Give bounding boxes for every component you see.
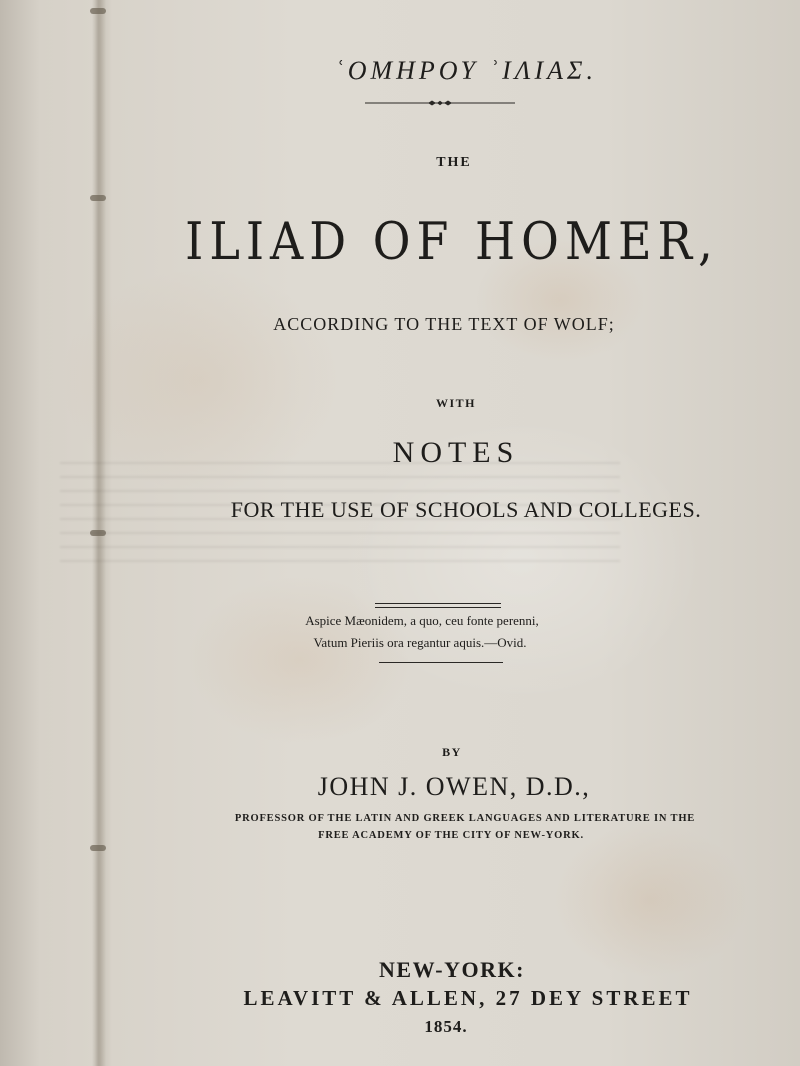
epigraph-bottom-rule [379,662,503,663]
by-label: BY [442,745,462,759]
notes-heading: NOTES [392,436,520,469]
publisher: LEAVITT & ALLEN, 27 DEY STREET [243,986,693,1010]
with-label: WITH [435,396,476,410]
main-title: ILIAD OF HOMER, [185,210,719,272]
greek-title: ʿΟΜΗΡΟΥ ʾΙΛΙΑΣ. [335,56,597,85]
epigraph-line-1: Aspice Mæonidem, a quo, ceu fonte perenni, [305,613,539,628]
author-name: JOHN J. OWEN, D.D., [317,772,591,801]
according-line: ACCORDING TO THE TEXT OF WOLF; [273,314,615,334]
purpose-line: FOR THE USE OF SCHOOLS AND COLLEGES. [230,497,702,522]
author-title-line-1: PROFESSOR OF THE LATIN AND GREEK LANGUAGES AND LITERATURE IN THE [234,813,696,824]
epigraph-top-rule [375,603,501,608]
binding-stitch [90,845,106,851]
binding-stitch [90,8,106,14]
author-title-line-2: FREE ACADEMY OF THE CITY OF NEW-YORK. [318,830,584,841]
binding-stitch [90,195,106,201]
ornament-rule [365,100,515,106]
publication-place: NEW-YORK: [379,957,525,982]
title-page-text [120,0,800,1066]
the-label: THE [436,155,472,170]
publication-year: 1854. [424,1017,468,1036]
epigraph-line-2: Vatum Pieriis ora regantur aquis.—Ovid. [313,635,527,650]
